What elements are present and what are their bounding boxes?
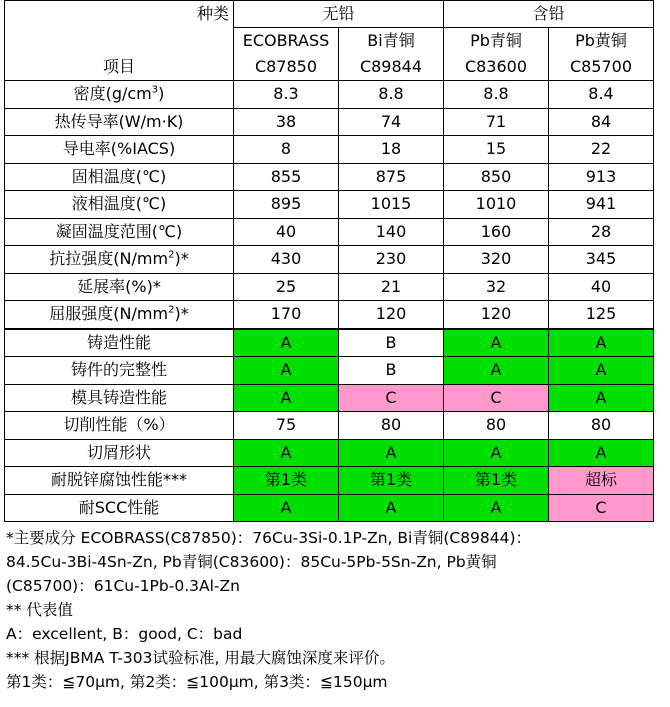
material-name: Pb青铜	[444, 28, 549, 55]
note-composition-1: *主要成分 ECOBRASS(C87850)：76Cu-3Si-0.1P-Zn, Bi青铜(C89844)：	[6, 529, 532, 547]
performance-label: 耐SCC性能	[5, 494, 234, 522]
performance-label: 模具铸造性能	[5, 384, 234, 412]
property-label-text: 凝固温度范围(℃)	[55, 221, 183, 241]
property-label	[5, 108, 234, 136]
property-label	[5, 218, 234, 246]
header-spacer	[5, 28, 234, 55]
property-value: 8.4	[549, 81, 654, 109]
property-value: 32	[444, 273, 549, 301]
property-row	[5, 273, 654, 301]
property-value: 345	[549, 246, 654, 274]
property-label-text: 热传导率(W/m·K)	[54, 111, 184, 131]
performance-label: 切屑形状	[5, 439, 234, 467]
performance-rating: 80	[339, 412, 444, 440]
performance-rating: A	[444, 494, 549, 522]
property-label-text: 屈服强度(N/mm	[49, 304, 169, 324]
performance-rating: A	[339, 439, 444, 467]
comparison-sheet	[4, 0, 654, 522]
property-value: 430	[234, 246, 339, 274]
property-label	[5, 246, 234, 274]
property-value: 8.8	[444, 81, 549, 109]
note-representative: ** 代表值	[6, 601, 73, 619]
property-value: 120	[339, 301, 444, 329]
property-value: 8.3	[234, 81, 339, 109]
property-value: 140	[339, 218, 444, 246]
performance-rating: 第1类	[234, 467, 339, 495]
performance-rating: 80	[444, 412, 549, 440]
performance-rating: A	[234, 357, 339, 385]
property-label-text: 固相温度(℃)	[71, 166, 167, 186]
property-row	[5, 246, 654, 274]
performance-rating: 第1类	[339, 467, 444, 495]
footnotes	[6, 526, 668, 694]
property-value: 850	[444, 163, 549, 191]
property-label-suffix: )*	[174, 249, 189, 269]
property-label	[5, 301, 234, 329]
performance-row	[5, 384, 654, 412]
property-label	[5, 136, 234, 164]
performance-rating: A	[549, 329, 654, 357]
performance-rating: A	[444, 357, 549, 385]
property-value: 230	[339, 246, 444, 274]
group-lead-free: 无铅	[234, 1, 444, 28]
performance-row	[5, 412, 654, 440]
material-code: C83600	[444, 54, 549, 81]
property-value: 913	[549, 163, 654, 191]
note-rating-legend: A：excellent, B：good, C：bad	[6, 625, 243, 643]
performance-row	[5, 467, 654, 495]
property-label-superscript: 3	[151, 84, 159, 96]
property-row	[5, 108, 654, 136]
performance-rating: 超标	[549, 467, 654, 495]
property-value: 38	[234, 108, 339, 136]
performance-row	[5, 494, 654, 522]
property-value: 25	[234, 273, 339, 301]
property-value: 84	[549, 108, 654, 136]
property-label-text: 延展率(%)*	[77, 276, 161, 296]
property-value: 120	[444, 301, 549, 329]
performance-rating: C	[549, 494, 654, 522]
property-label	[5, 273, 234, 301]
performance-rating: A	[549, 384, 654, 412]
performance-rating: A	[234, 329, 339, 357]
property-row	[5, 136, 654, 164]
property-value: 8.8	[339, 81, 444, 109]
property-value: 22	[549, 136, 654, 164]
performance-label: 耐脱锌腐蚀性能***	[5, 467, 234, 495]
property-value: 170	[234, 301, 339, 329]
property-value: 160	[444, 218, 549, 246]
property-value: 1010	[444, 191, 549, 219]
property-row	[5, 301, 654, 329]
note-test-standard: *** 根据JBMA T-303试验标准, 用最大腐蚀深度来评价。	[6, 649, 395, 667]
property-row	[5, 191, 654, 219]
property-value: 320	[444, 246, 549, 274]
item-header: 项目	[5, 54, 234, 81]
performance-rating: A	[339, 494, 444, 522]
property-value: 941	[549, 191, 654, 219]
note-composition-3: (C85700)：61Cu-1Pb-0.3Al-Zn	[6, 577, 240, 595]
note-class-limits: 第1类：≦70μm, 第2类：≦100μm, 第3类：≦150μm	[6, 673, 388, 691]
performance-rating: B	[339, 329, 444, 357]
performance-rating: C	[444, 384, 549, 412]
performance-rating: A	[444, 329, 549, 357]
performance-rating: A	[549, 357, 654, 385]
performance-rating: A	[234, 494, 339, 522]
property-value: 21	[339, 273, 444, 301]
performance-rating: A	[549, 439, 654, 467]
property-value: 40	[234, 218, 339, 246]
property-row	[5, 163, 654, 191]
property-label-text: 密度(g/cm	[73, 84, 152, 104]
property-value: 8	[234, 136, 339, 164]
note-composition-2: 84.5Cu-3Bi-4Sn-Zn, Pb青铜(C83600)：85Cu-5Pb-5Sn-Zn, Pb黄铜	[6, 553, 497, 571]
property-value: 40	[549, 273, 654, 301]
property-value: 28	[549, 218, 654, 246]
kind-header: 种类	[5, 1, 234, 28]
property-label	[5, 191, 234, 219]
property-value: 71	[444, 108, 549, 136]
material-name: Bi青铜	[339, 28, 444, 55]
property-label-text: 抗拉强度(N/mm	[49, 249, 169, 269]
material-code: C85700	[549, 54, 654, 81]
performance-rating: 75	[234, 412, 339, 440]
property-label-suffix: )*	[174, 304, 189, 324]
performance-rating: A	[234, 384, 339, 412]
property-value: 855	[234, 163, 339, 191]
property-value: 15	[444, 136, 549, 164]
property-label-text: 导电率(%IACS)	[62, 139, 176, 159]
performance-rating: 80	[549, 412, 654, 440]
property-value: 18	[339, 136, 444, 164]
property-row	[5, 81, 654, 109]
material-code: C89844	[339, 54, 444, 81]
performance-label: 切削性能（%）	[5, 412, 234, 440]
property-row	[5, 218, 654, 246]
property-value: 125	[549, 301, 654, 329]
property-label-text: 液相温度(℃)	[71, 194, 167, 214]
material-name: Pb黄铜	[549, 28, 654, 55]
property-label-superscript: 2	[168, 304, 175, 316]
property-value: 1015	[339, 191, 444, 219]
performance-label: 铸造性能	[5, 329, 234, 357]
property-value: 875	[339, 163, 444, 191]
property-label-suffix: )	[158, 84, 165, 104]
material-code: C87850	[234, 54, 339, 81]
performance-row	[5, 329, 654, 357]
material-name: ECOBRASS	[234, 28, 339, 55]
property-label-superscript: 2	[168, 249, 175, 261]
performance-rating: A	[444, 439, 549, 467]
group-leaded: 含铅	[444, 1, 654, 28]
performance-row	[5, 439, 654, 467]
property-label	[5, 81, 234, 109]
property-value: 74	[339, 108, 444, 136]
performance-rating: C	[339, 384, 444, 412]
performance-rating: 第1类	[444, 467, 549, 495]
performance-label: 铸件的完整性	[5, 357, 234, 385]
property-value: 895	[234, 191, 339, 219]
performance-rating: A	[234, 439, 339, 467]
alloy-comparison-table	[4, 0, 654, 522]
performance-rating: B	[339, 357, 444, 385]
property-label	[5, 163, 234, 191]
performance-row	[5, 357, 654, 385]
